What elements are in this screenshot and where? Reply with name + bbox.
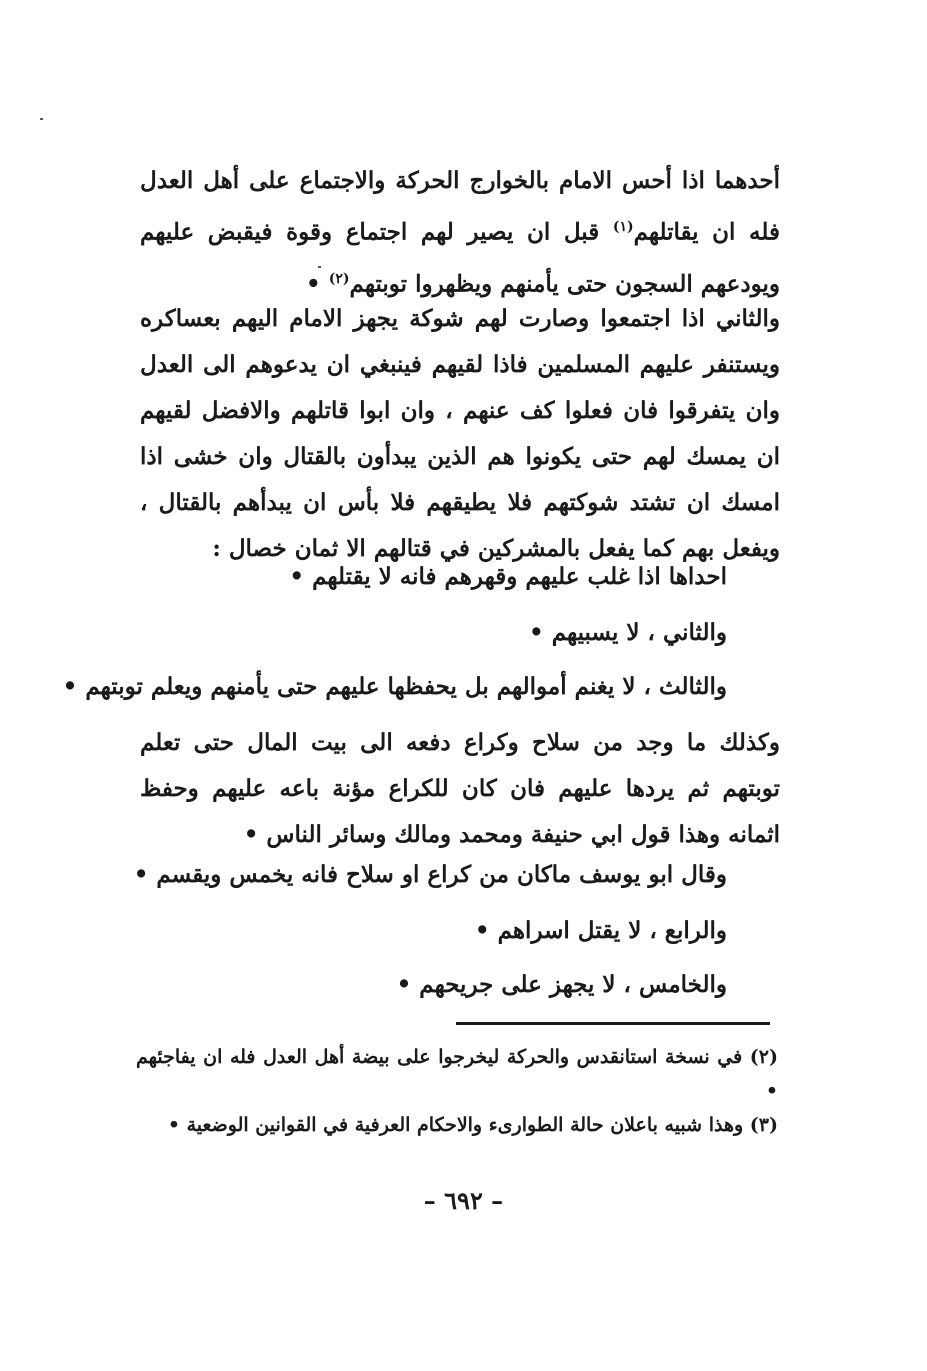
page-number-text: – ٦٩٢ – [423, 1186, 504, 1215]
paragraph-4: وقال ابو يوسف ماكان من كراع او سلاح فانه يخمس ويقسم • [133, 861, 727, 888]
paragraph-2-text: والثاني اذا اجتمعوا وصارت لهم شوكة يجهز الامام اليهم بعساكره ويستنفر عليهم المسلمين فاذا لقيهم فينبغي ان يدعوهم الى العدل وان يتفرقوا فان فعلوا كف عنهم ، وان ابوا قاتلهم والافضل لقيهم ان يمسك لهم حتى يكونوا هم الذين يبدأون بالقتال وان خشى اذا امسك ان تشتد شوكتهم فلا يطيقهم فلا بأس ان يبدأهم بالقتال ، ويفعل بهم كما يفعل بالمشركين في قتالهم الا ثمان خصال : [140, 305, 780, 562]
footnotes [136, 1040, 778, 1142]
list-item-4: والرابع ، لا يقتل اسراهم • [474, 917, 727, 944]
paragraph-3-text: وكذلك ما وجد من سلاح وكراع دفعه الى بيت المال حتى تعلم توبتهم ثم يردها عليهم فان كان للكراع مؤنة باعه عليهم وحفظ اثمانه وهذا قول ابي حنيفة ومحمد ومالك وسائر الناس • [140, 729, 781, 848]
paragraph-2 [140, 296, 780, 572]
paragraph-1-end: • [306, 270, 321, 298]
footnote-1 [136, 1040, 778, 1108]
footnote-ref-1: (١) [612, 219, 634, 235]
footnote-2-marker: (٣) [749, 1114, 778, 1136]
list-item-5: والخامس ، لا يجهز على جريحهم • [396, 971, 727, 998]
paragraph-3 [140, 720, 780, 858]
footnote-1-text: في نسخة استانقدس والحركة ليخرجوا على بيضة أهل العدل فله ان يفاجئهم • [136, 1046, 778, 1102]
footnote-ref-2: (٢) [328, 270, 350, 287]
footnote-2 [136, 1108, 778, 1142]
paragraph-1-text: أحدهما اذا أحس الامام بالخوارج الحركة والاجتماع على أهل العدل فله ان يقاتلهم [140, 167, 780, 246]
list-item-2: والثاني ، لا يسبيهم • [528, 619, 727, 646]
list-item-1: احداها اذا غلب عليهم وقهرهم فانه لا يقتلهم • [289, 563, 727, 590]
page-number [0, 1186, 927, 1215]
paragraph-1 [140, 158, 780, 307]
scan-speck [40, 118, 43, 120]
paragraph-1-continuation: قبل ان يصير لهم اجتماع وقوة فيقبض عليهم ويودعهم السجون حتى يأمنهم ويظهروا توبتهم [140, 218, 780, 298]
footnote-1-marker: (٢) [749, 1046, 778, 1068]
footnote-2-text: وهذا شبيه باعلان حالة الطوارىء والاحكام العرفية في القوانين الوضعية • [167, 1114, 744, 1136]
list-item-3: والثالث ، لا يغنم أموالهم بل يحفظها عليهم حتى يأمنهم ويعلم توبتهم • [62, 673, 727, 700]
footnote-divider [456, 1022, 770, 1025]
